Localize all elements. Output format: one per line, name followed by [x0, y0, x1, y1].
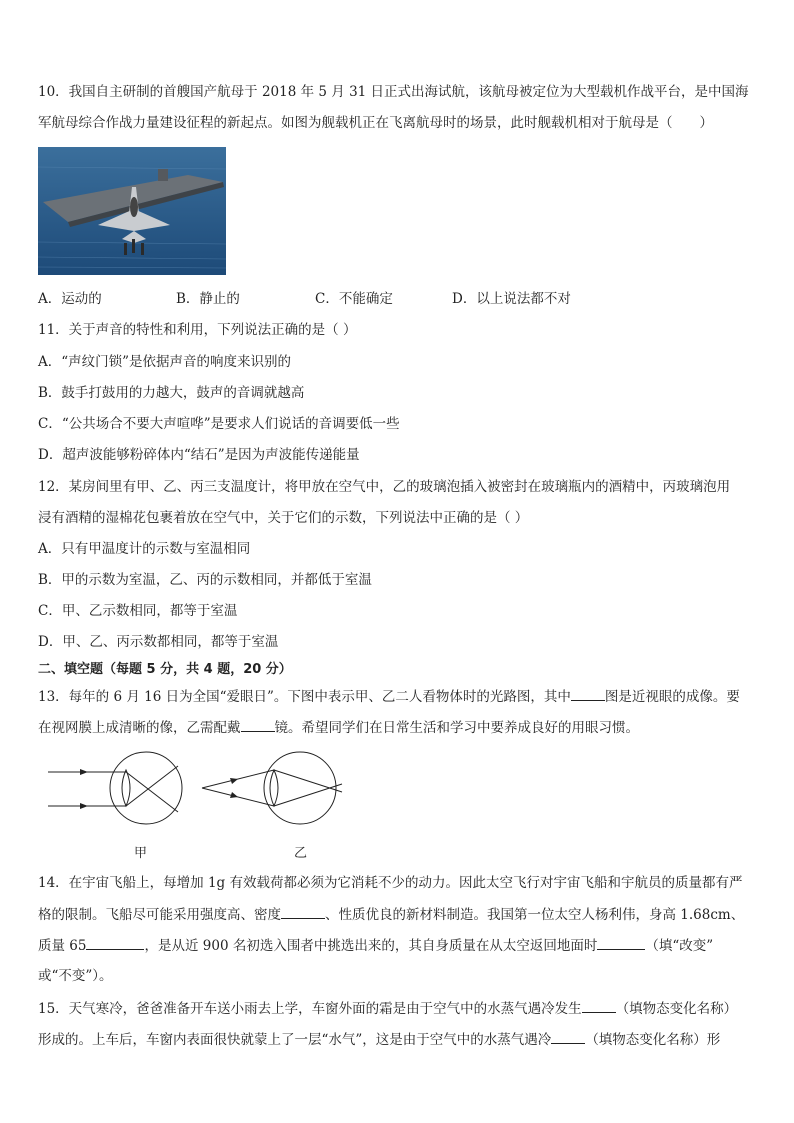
q12-option-c: C．甲、乙示数相同，都等于室温: [38, 603, 238, 619]
q14-text-2b: 、性质优良的新材料制造。我国第一位太空人杨利伟，身高 1.68cm、: [325, 907, 745, 923]
q12-stem-line1: 12．某房间里有甲、乙、丙三支温度计，将甲放在空气中，乙的玻璃泡插入被密封在玻璃瓶内的酒精中，丙玻璃泡用: [38, 479, 731, 495]
q14-text-3c: （填“改变”: [645, 938, 714, 954]
q15-text-1a: 15．天气寒冷，爸爸准备开车送小雨去上学，车窗外面的霜是由于空气中的水蒸气遇冷发生: [38, 1001, 582, 1017]
q11-stem: 11．关于声音的特性和利用，下列说法正确的是（ ）: [38, 322, 357, 338]
q12-option-a: A．只有甲温度计的示数与室温相同: [38, 541, 251, 557]
q14-text-3b: ，是从近 900 名初选入围者中挑选出来的，其自身质量在从太空返回地面时: [144, 938, 598, 954]
q13-stem-line2: [38, 717, 639, 738]
q10-stem-line2: 军航母综合作战力量建设征程的新起点。如图为舰载机正在飞离航母时的场景，此时舰载机相对于航母是（ ）: [38, 115, 713, 131]
q11-option-d: D．超声波能够粉碎体内“结石”是因为声波能传递能量: [38, 447, 360, 463]
eye-a-lens: [122, 770, 130, 806]
q12-option-d: D．甲、乙、丙示数都相同，都等于室温: [38, 634, 279, 650]
q14-blank-2[interactable]: [86, 935, 144, 950]
q14-stem-line4: 或“不变”）。: [38, 968, 113, 984]
diagram-caption-yi: 乙: [294, 846, 308, 861]
q14-blank-1[interactable]: [281, 904, 325, 919]
q13-text-1a: 13．每年的 6 月 16 日为全国“爱眼日”。下图中表示甲、乙二人看物体时的光路图，其中: [38, 689, 571, 705]
aircraft-carrier-photo: [38, 147, 226, 275]
q11-option-a: A．“声纹门锁”是依据声音的响度来识别的: [38, 354, 292, 370]
q11-option-c: C．“公共场合不要大声喧哗”是要求人们说话的音调要低一些: [38, 416, 400, 432]
q15-blank-2[interactable]: [551, 1029, 585, 1044]
q13-text-2b: 镜。希望同学们在日常生活和学习中要养成良好的用眼习惯。: [274, 720, 639, 736]
q15-text-2a: 形成的。上车后，车窗内表面很快就蒙上了一层“水气”，这是由于空气中的水蒸气遇冷: [38, 1032, 552, 1048]
q12-stem-line2: 浸有酒精的湿棉花包裹着放在空气中，关于它们的示数，下列说法中正确的是（ ）: [38, 510, 529, 526]
q13-stem-line1: [38, 686, 740, 707]
eye-ray-diagram: [40, 748, 350, 842]
q10-option-d: D．以上说法都不对: [452, 291, 571, 307]
eye-b-eyeball: [264, 752, 336, 824]
q11-option-b: B．鼓手打鼓用的力越大，鼓声的音调就越高: [38, 385, 305, 401]
q14-stem-line1: 14．在宇宙飞船上，每增加 1g 有效载荷都必须为它消耗不少的动力。因此太空飞行对宇宙飞船和宇航员的质量都有严: [38, 875, 743, 891]
q15-stem-line1: [38, 998, 737, 1019]
q15-text-2b: （填物态变化名称）形: [585, 1032, 721, 1048]
section-heading: 二、填空题（每题 5 分，共 4 题，20 分）: [38, 662, 292, 677]
q14-stem-line3: [38, 935, 713, 956]
diagram-caption-jia: 甲: [134, 846, 148, 861]
q13-blank-1[interactable]: [571, 686, 605, 701]
q15-text-1b: （填物态变化名称）: [615, 1001, 738, 1017]
eye-b-lens: [270, 770, 278, 806]
q14-blank-3[interactable]: [597, 935, 645, 950]
q13-text-1b: 图是近视眼的成像。要: [604, 689, 740, 705]
q15-blank-1[interactable]: [582, 998, 616, 1013]
q13-blank-2[interactable]: [241, 717, 275, 732]
eye-diagram-svg: [40, 748, 350, 838]
q14-text-3a: 质量 65: [38, 938, 87, 954]
q14-stem-line2: [38, 904, 744, 925]
q15-stem-line2: [38, 1029, 720, 1050]
q14-text-2a: 格的限制。飞船尽可能采用强度高、密度: [38, 907, 281, 923]
q10-option-b: B．静止的: [176, 291, 240, 307]
q12-option-b: B．甲的示数为室温，乙、丙的示数相同，并都低于室温: [38, 572, 372, 588]
q10-option-a: A．运动的: [38, 291, 102, 307]
q10-stem-line1: 10．我国自主研制的首艘国产航母于 2018 年 5 月 31 日正式出海试航，该航母被定位为大型载机作战平台，是中国海: [38, 84, 749, 100]
q10-option-c: C．不能确定: [315, 291, 393, 307]
q13-text-2a: 在视网膜上成清晰的像，乙需配戴: [38, 720, 241, 736]
